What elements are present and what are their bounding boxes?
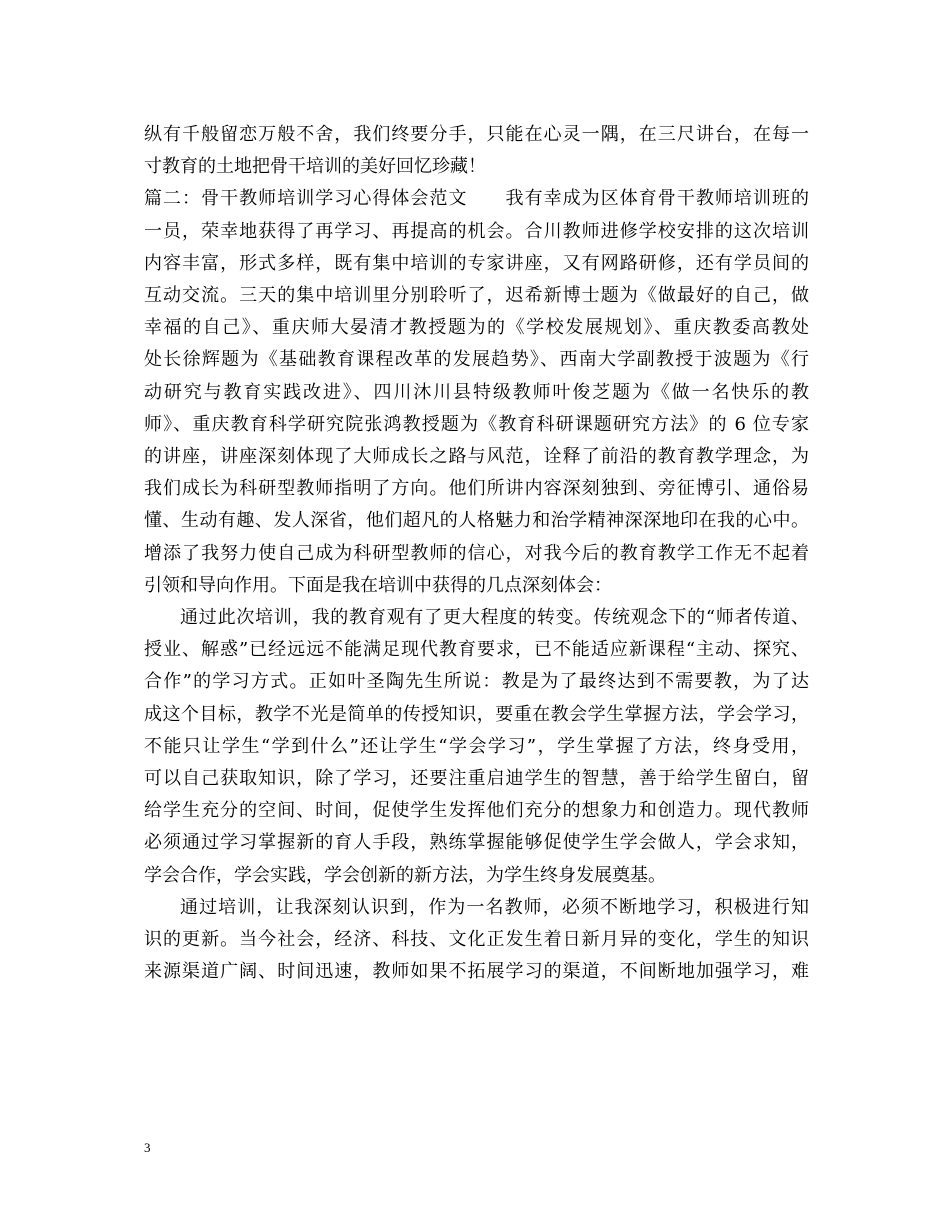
text-line: 不能只让学生“学到什么”还让学生“学会学习”，学生掌握了方法，终身受用， xyxy=(144,736,809,757)
text-line: 通过培训，让我深刻认识到，作为一名教师，必须不断地学习，积极进行知 xyxy=(180,897,809,918)
text-line: 篇二：骨干教师培训学习心得体会范文 我有幸成为区体育骨干教师培训班的 xyxy=(144,188,809,209)
text-line: 给学生充分的空间、时间，促使学生发挥他们充分的想象力和创造力。现代教师 xyxy=(144,800,809,821)
text-line: 懂、生动有趣、发人深省，他们超凡的人格魅力和治学精神深深地印在我的心中。 xyxy=(144,510,809,531)
text-line: 幸福的自己》、重庆师大晏清才教授题为的《学校发展规划》、重庆教委高教处 xyxy=(144,317,809,338)
text-line: 合作”的学习方式。正如叶圣陶先生所说：教是为了最终达到不需要教，为了达 xyxy=(144,671,809,692)
page-number: 3 xyxy=(144,1140,151,1155)
text-line: 必须通过学习掌握新的育人手段，熟练掌握能够促使学生学会做人，学会求知， xyxy=(144,832,809,853)
text-line: 增添了我努力使自己成为科研型教师的信心，对我今后的教育教学工作无不起着 xyxy=(144,543,809,564)
text-line: 互动交流。三天的集中培训里分别聆听了，迟希新博士题为《做最好的自己，做 xyxy=(144,285,809,306)
text-line: 的讲座，讲座深刻体现了大师成长之路与风范，诠释了前沿的教育教学理念，为 xyxy=(144,446,809,467)
text-line: 来源渠道广阔、时间迅速，教师如果不拓展学习的渠道，不间断地加强学习，难 xyxy=(144,961,809,982)
text-line: 寸教育的土地把骨干培训的美好回忆珍藏！ xyxy=(144,156,486,177)
text-line: 识的更新。当今社会，经济、科技、文化正发生着日新月异的变化，学生的知识 xyxy=(144,929,809,950)
text-line: 授业、解惑”已经远远不能满足现代教育要求，已不能适应新课程“主动、探究、 xyxy=(144,639,809,660)
text-line: 一员，荣幸地获得了再学习、再提高的机会。合川教师进修学校安排的这次培训 xyxy=(144,221,809,242)
text-line: 可以自己获取知识，除了学习，还要注重启迪学生的智慧，善于给学生留白，留 xyxy=(144,768,809,789)
text-line: 师》、重庆教育科学研究院张鸿教授题为《教育科研课题研究方法》的 6 位专家 xyxy=(144,414,809,435)
text-line: 纵有千般留恋万般不舍，我们终要分手，只能在心灵一隅，在三尺讲台，在每一 xyxy=(144,124,809,145)
text-line: 处长徐辉题为《基础教育课程改革的发展趋势》、西南大学副教授于波题为《行 xyxy=(144,349,809,370)
text-line: 动研究与教育实践改进》、四川沐川县特级教师叶俊芝题为《做一名快乐的教 xyxy=(144,382,809,403)
text-line: 我们成长为科研型教师指明了方向。他们所讲内容深刻独到、旁征博引、通俗易 xyxy=(144,478,809,499)
text-line: 成这个目标，教学不光是简单的传授知识，要重在教会学生掌握方法，学会学习， xyxy=(144,704,809,725)
text-line: 通过此次培训，我的教育观有了更大程度的转变。传统观念下的“师者传道、 xyxy=(180,607,809,628)
text-line: 学会合作，学会实践，学会创新的新方法，为学生终身发展奠基。 xyxy=(144,865,666,886)
text-line: 内容丰富，形式多样，既有集中培训的专家讲座，又有网路研修，还有学员间的 xyxy=(144,253,809,274)
text-line: 引领和导向作用。下面是我在培训中获得的几点深刻体会： xyxy=(144,575,612,596)
